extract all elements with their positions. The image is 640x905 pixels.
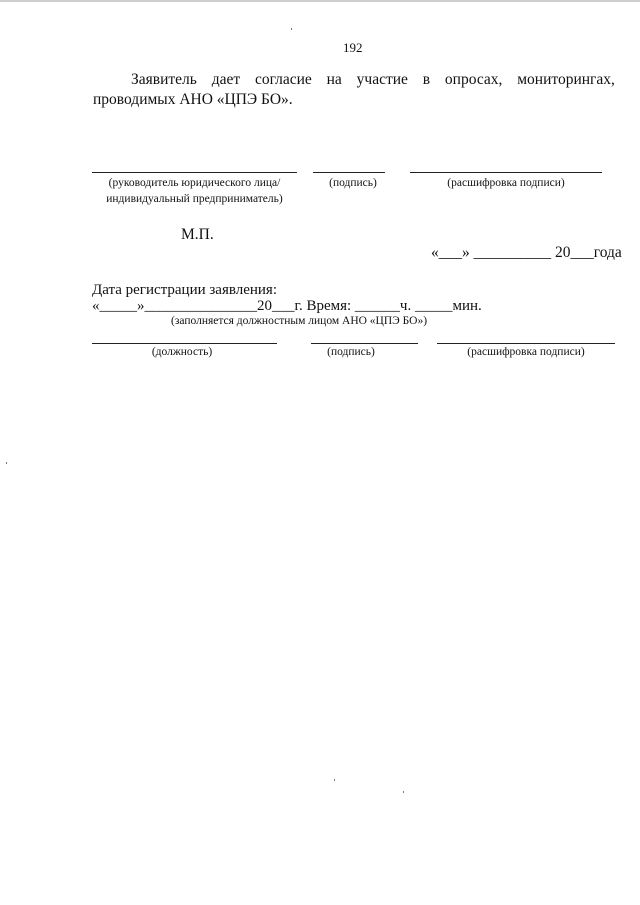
scan-speck	[334, 779, 335, 781]
registration-title: Дата регистрации заявления:	[92, 282, 278, 298]
consent-word: опросах,	[444, 71, 503, 88]
official-signature-line[interactable]	[311, 343, 418, 344]
scan-speck	[6, 462, 7, 464]
consent-word: согласие	[254, 71, 312, 88]
caption-official-signature: (подпись)	[327, 346, 375, 358]
scan-speck	[403, 791, 404, 793]
caption-head-2: индивидуальный предприниматель)	[106, 193, 283, 205]
consent-word: мониторингах,	[517, 71, 615, 88]
consent-word: в	[422, 71, 431, 88]
consent-line-1	[131, 69, 615, 90]
consent-word: дает	[211, 71, 241, 88]
decoding-line[interactable]	[410, 172, 602, 173]
signature-line[interactable]	[313, 172, 385, 173]
date-line[interactable]: «___» __________ 20___года	[431, 244, 622, 261]
scan-speck	[291, 28, 292, 30]
scan-edge	[0, 0, 640, 2]
consent-word: Заявитель	[131, 71, 197, 88]
consent-word: участие	[356, 71, 408, 88]
position-line[interactable]	[92, 343, 277, 344]
caption-head-1: (руководитель юридического лица/	[108, 177, 281, 189]
consent-word: на	[326, 71, 342, 88]
caption-signature: (подпись)	[329, 177, 377, 189]
stamp-label: М.П.	[181, 226, 214, 243]
caption-position: (должность)	[151, 346, 213, 358]
head-name-line[interactable]	[92, 172, 297, 173]
caption-decoding: (расшифровка подписи)	[447, 177, 565, 189]
consent-line-2: проводимых АНО «ЦПЭ БО».	[93, 91, 293, 108]
registration-line[interactable]: «_____»_______________20___г. Время: ______ч. _____мин.	[92, 298, 482, 314]
page-number: 192	[343, 40, 363, 55]
caption-official-decoding: (расшифровка подписи)	[467, 346, 585, 358]
registration-hint: (заполняется должностным лицом АНО «ЦПЭ БО»)	[171, 315, 428, 327]
official-decoding-line[interactable]	[437, 343, 615, 344]
